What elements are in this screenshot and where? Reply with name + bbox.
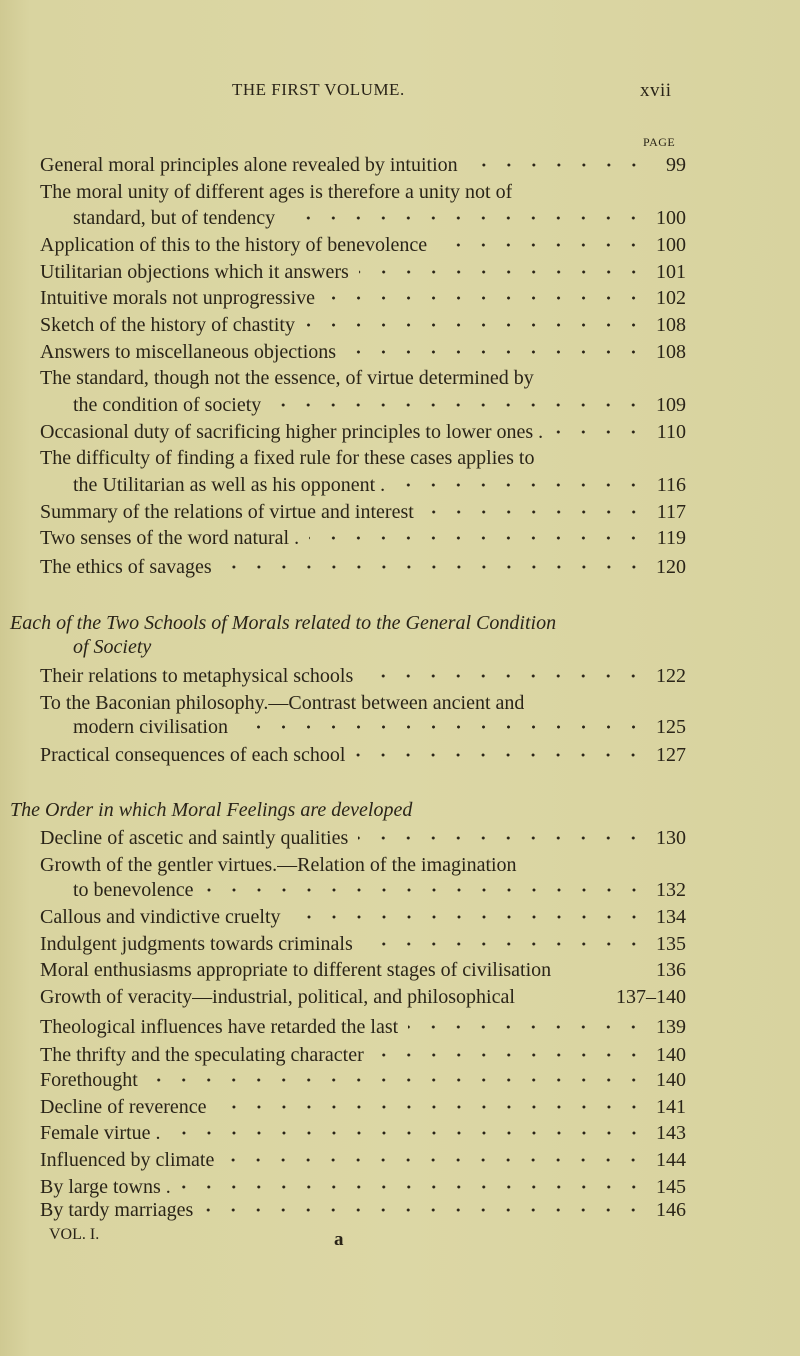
- entry-title: Intuitive morals not unprogressive: [40, 287, 315, 309]
- toc-entry: [40, 1147, 686, 1173]
- dot-leader: [217, 1104, 646, 1110]
- toc-entry: [40, 339, 686, 365]
- section-heading: The Order in which Moral Feelings are developed: [10, 799, 413, 821]
- toc-entry: [40, 1067, 686, 1093]
- toc-entry: [40, 179, 628, 205]
- entry-page: 110: [656, 421, 686, 443]
- dot-leader: [437, 242, 646, 248]
- dot-leader: [363, 941, 646, 947]
- dot-leader: [395, 482, 646, 488]
- entry-title-continuation: modern civilisation: [73, 716, 228, 738]
- entry-title-continuation: the Utilitarian as well as his opponent .: [73, 474, 386, 496]
- toc-entry: [40, 499, 686, 525]
- entry-page: 99: [666, 154, 686, 176]
- toc-entry: [40, 1094, 686, 1120]
- dot-leader: [325, 295, 646, 301]
- entry-page: 130: [656, 827, 686, 849]
- page-column-label: PAGE: [643, 135, 676, 149]
- entry-page: 100: [656, 207, 686, 229]
- dot-leader: [271, 402, 646, 408]
- entry-page: 145: [656, 1176, 686, 1198]
- entry-title: The thrifty and the speculating character: [40, 1044, 364, 1066]
- entry-title: The ethics of savages: [40, 556, 212, 578]
- dot-leader: [238, 724, 646, 730]
- entry-title: Practical consequences of each school: [40, 744, 346, 766]
- entry-title: Influenced by climate: [40, 1149, 215, 1171]
- dot-leader: [171, 1130, 646, 1136]
- entry-page: 125: [656, 716, 686, 738]
- entry-title: Decline of reverence: [40, 1096, 207, 1118]
- signature-mark: a: [334, 1229, 344, 1250]
- toc-entry: [40, 152, 686, 178]
- entry-page: 102: [656, 287, 686, 309]
- entry-page: 100: [656, 234, 686, 256]
- entry-page: 122: [656, 665, 686, 687]
- entry-page: 109: [656, 394, 686, 416]
- entry-title: Growth of the gentler virtues.—Relation of the imagination: [40, 854, 517, 876]
- entry-title: Female virtue .: [40, 1122, 161, 1144]
- toc-entry-continuation: [73, 714, 686, 740]
- toc-entry-continuation: [73, 877, 686, 903]
- entry-title: Utilitarian objections which it answers: [40, 261, 349, 283]
- toc-entry: [40, 1120, 686, 1146]
- entry-title: Two senses of the word natural .: [40, 527, 300, 549]
- toc-entry: [40, 365, 628, 391]
- dot-leader: [222, 564, 646, 570]
- dot-leader: [358, 835, 646, 841]
- toc-entry: [40, 554, 686, 580]
- entry-page: 116: [656, 474, 686, 496]
- toc-entry: [40, 1014, 686, 1040]
- entry-title: Theological influences have retarded the last: [40, 1016, 399, 1038]
- entry-page: 120: [656, 556, 686, 578]
- toc-entry: [40, 445, 628, 471]
- toc-entry: [40, 663, 686, 689]
- dot-leader: [204, 887, 647, 893]
- entry-title: Growth of veracity—industrial, political, and philosophical: [40, 986, 515, 1008]
- entry-title: Decline of ascetic and saintly qualities: [40, 827, 349, 849]
- dot-leader: [359, 269, 646, 275]
- toc-entry: [40, 312, 686, 338]
- entry-page: 119: [656, 527, 686, 549]
- toc-entry: [40, 232, 686, 258]
- entry-title-continuation: the condition of society: [73, 394, 262, 416]
- entry-title: Forethought: [40, 1069, 138, 1091]
- running-header-title: THE FIRST VOLUME.: [232, 80, 405, 99]
- entry-title: The moral unity of different ages is therefore a unity not of: [40, 181, 513, 203]
- toc-entry: [40, 984, 686, 1010]
- dot-leader: [519, 994, 612, 1000]
- entry-page: 117: [656, 501, 686, 523]
- toc-entry: [40, 525, 686, 551]
- dot-leader: [553, 429, 646, 435]
- entry-title: Indulgent judgments towards criminals: [40, 933, 353, 955]
- entry-title: Their relations to metaphysical schools: [40, 665, 354, 687]
- dot-leader: [181, 1184, 646, 1190]
- entry-title: Moral enthusiasms appropriate to different stages of civilisation: [40, 959, 552, 981]
- toc-entry-continuation: [73, 392, 686, 418]
- toc-entry: [40, 742, 686, 768]
- entry-page: 108: [656, 314, 686, 336]
- entry-page: 140: [656, 1069, 686, 1091]
- entry-page: 136: [656, 959, 686, 981]
- entry-page: 143: [656, 1122, 686, 1144]
- dot-leader: [355, 752, 646, 758]
- entry-title: To the Baconian philosophy.—Contrast between ancient and: [40, 692, 525, 714]
- entry-page: 137–140: [616, 986, 686, 1008]
- dot-leader: [555, 967, 650, 973]
- section-heading: Each of the Two Schools of Morals related to the General Condition: [10, 612, 557, 634]
- dot-leader: [305, 322, 646, 328]
- entry-page: 141: [656, 1096, 686, 1118]
- entry-title-continuation: to benevolence: [73, 879, 194, 901]
- dot-leader: [285, 215, 646, 221]
- toc-entry: [40, 904, 686, 930]
- dot-leader: [291, 914, 647, 920]
- entry-page: 132: [656, 879, 686, 901]
- dot-leader: [408, 1024, 646, 1030]
- toc-entry: [40, 957, 686, 983]
- entry-page: 127: [656, 744, 686, 766]
- toc-entry-continuation: [73, 205, 686, 231]
- entry-page: 101: [656, 261, 686, 283]
- dot-leader: [363, 673, 646, 679]
- entry-title: Application of this to the history of benevolence: [40, 234, 428, 256]
- toc-entry: [40, 690, 628, 716]
- entry-page: 140: [656, 1044, 686, 1066]
- toc-entry: [40, 931, 686, 957]
- entry-page: 135: [656, 933, 686, 955]
- entry-page: 146: [656, 1199, 686, 1221]
- entry-title: General moral principles alone revealed by intuition: [40, 154, 458, 176]
- entry-page: 134: [656, 906, 686, 928]
- section-heading: of Society: [73, 636, 152, 658]
- entry-page: 144: [656, 1149, 686, 1171]
- toc-entry: [40, 285, 686, 311]
- dot-leader: [203, 1207, 646, 1213]
- toc-entry: [40, 825, 686, 851]
- entry-title: Callous and vindictive cruelty: [40, 906, 281, 928]
- toc-entry: [40, 419, 686, 445]
- volume-label: VOL. I.: [49, 1226, 100, 1243]
- entry-title: The standard, though not the essence, of virtue determined by: [40, 367, 534, 389]
- entry-page: 108: [656, 341, 686, 363]
- entry-title: The difficulty of finding a fixed rule for these cases applies to: [40, 447, 535, 469]
- toc-entry: [40, 1042, 686, 1068]
- dot-leader: [374, 1052, 646, 1058]
- toc-entry: [40, 1197, 686, 1223]
- toc-entry: [40, 852, 628, 878]
- dot-leader: [309, 535, 646, 541]
- dot-leader: [424, 509, 646, 515]
- toc-entry: [40, 259, 686, 285]
- entry-title: Summary of the relations of virtue and interest: [40, 501, 414, 523]
- entry-title: Occasional duty of sacrificing higher principles to lower ones .: [40, 421, 544, 443]
- page-number: xvii: [640, 80, 672, 101]
- entry-title: By large towns .: [40, 1176, 171, 1198]
- dot-leader: [468, 162, 646, 168]
- dot-leader: [224, 1157, 646, 1163]
- dot-leader: [148, 1077, 646, 1083]
- entry-title: Answers to miscellaneous objections: [40, 341, 337, 363]
- toc-entry-continuation: [73, 472, 686, 498]
- dot-leader: [346, 349, 646, 355]
- entry-title: By tardy marriages: [40, 1199, 194, 1221]
- entry-title-continuation: standard, but of tendency: [73, 207, 276, 229]
- entry-title: Sketch of the history of chastity: [40, 314, 295, 336]
- entry-page: 139: [656, 1016, 686, 1038]
